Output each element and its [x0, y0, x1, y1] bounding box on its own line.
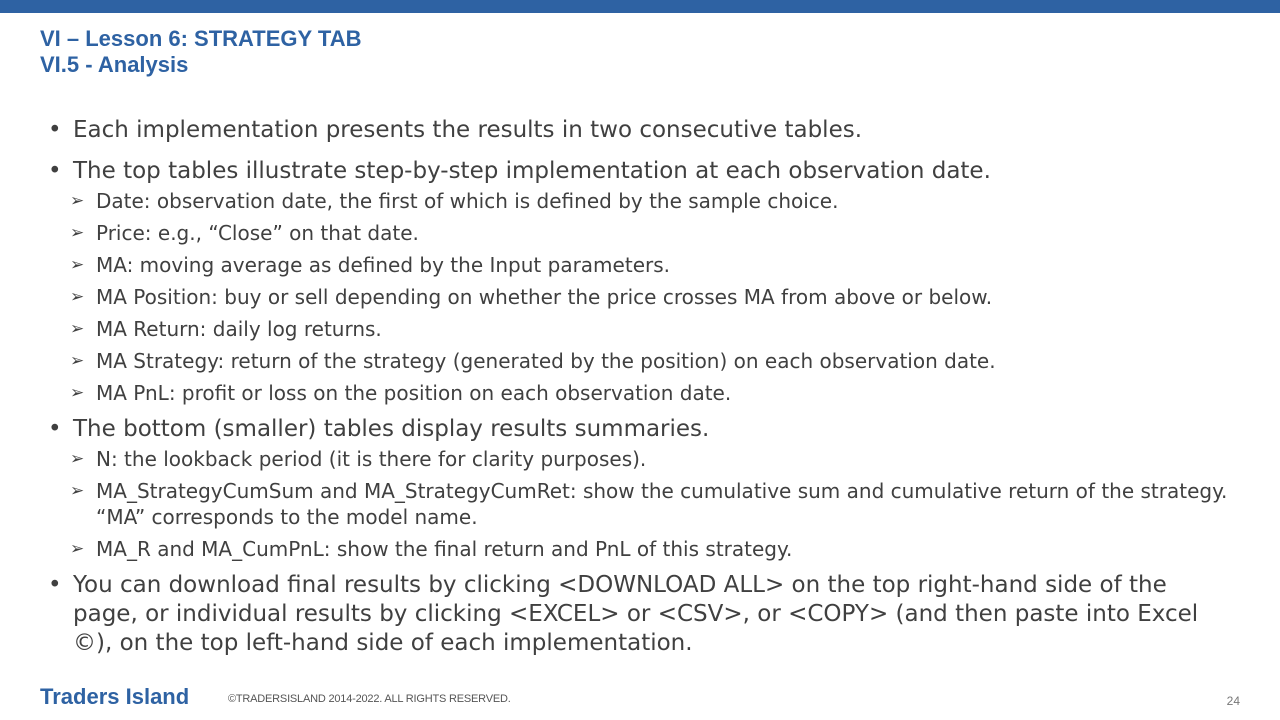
- sub-item-text: MA Strategy: return of the strategy (generated by the position) on each observation date.: [96, 349, 996, 373]
- bullet-text: You can download final results by clicking <DOWNLOAD ALL> on the top right-hand side of the page, or individual results by clicking <EXCEL> or <CSV>, or <COPY> (and then paste into Excel ©), on the top left-hand side of each implementation.: [73, 572, 1199, 656]
- sub-item-text: Price: e.g., “Close” on that date.: [96, 221, 419, 245]
- title-line-1: VI – Lesson 6: STRATEGY TAB: [40, 26, 362, 51]
- sub-item: [48, 316, 1228, 342]
- title-line-2: VI.5 - Analysis: [40, 52, 189, 77]
- sub-item-text: Date: observation date, the first of which is defined by the sample choice.: [96, 189, 839, 213]
- sub-item: [48, 188, 1228, 214]
- sub-item-text: MA Return: daily log returns.: [96, 317, 382, 341]
- bullet-item: [48, 415, 1228, 444]
- sub-item: [48, 348, 1228, 374]
- arrowhead-icon: ➢: [70, 319, 85, 339]
- arrowhead-icon: ➢: [70, 351, 85, 371]
- bullet-dot-icon: •: [48, 416, 62, 442]
- bullet-dot-icon: •: [48, 572, 62, 598]
- sub-item: [48, 446, 1228, 472]
- bullet-text: The bottom (smaller) tables display results summaries.: [73, 416, 710, 442]
- arrowhead-icon: ➢: [70, 255, 85, 275]
- copyright-notice: ©TRADERSISLAND 2014-2022. ALL RIGHTS RESERVED.: [228, 693, 511, 705]
- sub-list: [48, 446, 1228, 562]
- bullet-dot-icon: •: [48, 158, 62, 184]
- bullet-text: The top tables illustrate step-by-step implementation at each observation date.: [73, 158, 991, 184]
- arrowhead-icon: ➢: [70, 481, 85, 501]
- sub-item-text: N: the lookback period (it is there for clarity purposes).: [96, 447, 647, 471]
- sub-list: [48, 188, 1228, 406]
- sub-item: [48, 380, 1228, 406]
- bullet-dot-icon: •: [48, 117, 62, 143]
- sub-item: [48, 220, 1228, 246]
- sub-item-text: MA_R and MA_CumPnL: show the final return and PnL of this strategy.: [96, 537, 793, 561]
- sub-item-text: MA: moving average as defined by the Input parameters.: [96, 253, 670, 277]
- slide-title: [40, 26, 362, 78]
- top-accent-bar: [0, 0, 1280, 13]
- slide-body: [48, 116, 1228, 671]
- bullet-item: [48, 157, 1228, 186]
- arrowhead-icon: ➢: [70, 539, 85, 559]
- bullet-text: Each implementation presents the results in two consecutive tables.: [73, 117, 863, 143]
- brand-logo: Traders Island: [40, 684, 190, 709]
- sub-item: [48, 478, 1228, 530]
- bullet-item: [48, 116, 1228, 145]
- sub-item: [48, 284, 1228, 310]
- arrowhead-icon: ➢: [70, 287, 85, 307]
- page-number: 24: [1226, 694, 1240, 708]
- sub-item: [48, 252, 1228, 278]
- arrowhead-icon: ➢: [70, 191, 85, 211]
- sub-item-text: MA_StrategyCumSum and MA_StrategyCumRet: show the cumulative sum and cumulative return of the strategy. “MA” corresponds to the model name.: [96, 479, 1228, 529]
- arrowhead-icon: ➢: [70, 223, 85, 243]
- arrowhead-icon: ➢: [70, 449, 85, 469]
- sub-item: [48, 536, 1228, 562]
- sub-item-text: MA PnL: profit or loss on the position on each observation date.: [96, 381, 732, 405]
- arrowhead-icon: ➢: [70, 383, 85, 403]
- bullet-item: [48, 571, 1228, 658]
- sub-item-text: MA Position: buy or sell depending on whether the price crosses MA from above or below.: [96, 285, 993, 309]
